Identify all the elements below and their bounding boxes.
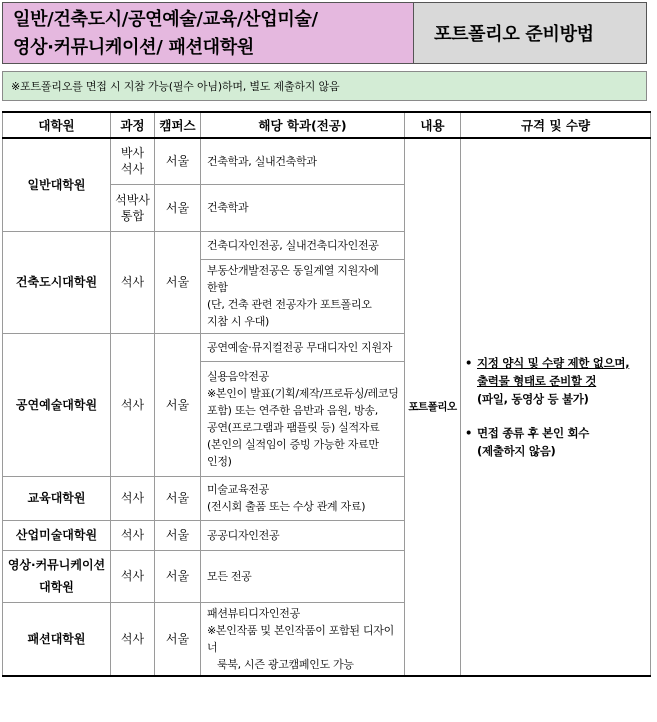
spec-item-2 [465,424,644,460]
department-cell [201,361,405,476]
notice-banner: ※포트폴리오를 면접 시 지참 가능(필수 아님)하며, 별도 제출하지 않음 [2,71,647,101]
header-content: 내용 [405,112,461,138]
header-campus: 캠퍼스 [155,112,201,138]
dept-line: 미술교육전공 [207,483,269,496]
degree-text: 석사 [120,162,145,177]
campus-cell: 서울 [155,184,201,231]
degree-cell [111,184,155,231]
campus-cell: 서울 [155,602,201,676]
campus-cell: 서울 [155,231,201,333]
grad-general: 일반대학원 [3,138,111,231]
dept-line: (본인의 실적임이 증빙 가능한 자료만 [207,437,379,451]
dept-line: (단, 건축 관련 전공자가 포트폴리오 [207,298,372,311]
department-cell: 공연예술·뮤지컬전공 무대디자인 지원자 [201,333,405,361]
degree-cell: 석사 [111,333,155,476]
degree-text: 박사 [120,146,145,161]
campus-cell: 서울 [155,520,201,550]
bullet-icon: • [465,355,473,370]
header-title-line2: 영상·커뮤니케이션/ 패션대학원 [13,37,254,58]
spec-text: 지정 양식 및 수량 제한 없으며, [477,355,630,370]
header-department: 해당 학과(전공) [201,112,405,138]
campus-cell: 서울 [155,476,201,520]
degree-cell: 석사 [111,602,155,676]
portfolio-table [2,111,651,677]
header-grad-school: 대학원 [3,112,111,138]
content-portfolio: 포트폴리오 [405,138,461,676]
dept-line: 지참 시 우대) [207,315,270,328]
department-cell: 건축학과 [201,184,405,231]
grad-line: 대학원 [39,580,74,594]
dept-line: 한함 [207,281,228,294]
dept-line: 포함) 또는 연주한 음반과 음원, 방송, [207,403,378,417]
grad-education: 교육대학원 [3,476,111,520]
header-title-box [3,3,414,63]
dept-line: 인정) [207,454,232,468]
header-right-title: 포트폴리오 준비방법 [414,3,646,63]
spec-text: 출력물 형태로 준비할 것 [477,373,597,388]
degree-cell [111,138,155,184]
dept-line: 부동산개발전공은 동일계열 지원자에 [207,264,379,277]
spec-cell [461,138,651,676]
grad-media-communication [3,550,111,602]
grad-line: 영상·커뮤니케이션 [7,558,106,572]
degree-text: 석박사 [115,192,150,207]
degree-text: 통합 [120,208,145,223]
header-degree: 과정 [111,112,155,138]
grad-performing-arts: 공연예술대학원 [3,333,111,476]
grad-industrial-arts: 산업미술대학원 [3,520,111,550]
dept-line: 패션뷰티디자인전공 [207,606,300,620]
degree-cell: 석사 [111,550,155,602]
spec-item-1 [465,354,644,408]
grad-fashion: 패션대학원 [3,602,111,676]
table-header-row [3,112,651,138]
dept-line: 공연(프로그램과 팸플릿 등) 실적자료 [207,420,380,434]
header-title-line1: 일반/건축도시/공연예술/교육/산업미술/ [13,9,318,30]
department-cell: 건축학과, 실내건축학과 [201,138,405,184]
spec-text: 면접 종류 후 본인 회수 [477,425,590,440]
department-cell [201,602,405,676]
degree-cell: 석사 [111,520,155,550]
dept-line: (전시회 출품 또는 수상 관계 자료) [207,500,366,513]
campus-cell: 서울 [155,550,201,602]
degree-cell: 석사 [111,476,155,520]
bullet-icon: • [465,425,473,440]
dept-line: 실용음악전공 [207,369,269,383]
header-spec: 규격 및 수량 [461,112,651,138]
department-cell: 모든 전공 [201,550,405,602]
page-header [2,2,647,64]
table-row [3,138,651,184]
dept-line: ※본인이 발표(기획/제작/프로듀싱/레코딩 [207,386,399,400]
degree-cell: 석사 [111,231,155,333]
dept-line: ※본인작품 및 본인작품이 포함된 디자이너 [207,623,394,654]
spec-text: (파일, 동영상 등 불가) [477,391,589,406]
dept-line: 룩북, 시즌 광고캠페인도 가능 [217,657,354,671]
campus-cell: 서울 [155,138,201,184]
grad-architecture: 건축도시대학원 [3,231,111,333]
campus-cell: 서울 [155,333,201,476]
spec-text: (제출하지 않음) [477,443,556,458]
department-cell [201,476,405,520]
department-cell: 건축디자인전공, 실내건축디자인전공 [201,231,405,259]
department-cell: 공공디자인전공 [201,520,405,550]
department-cell [201,259,405,333]
